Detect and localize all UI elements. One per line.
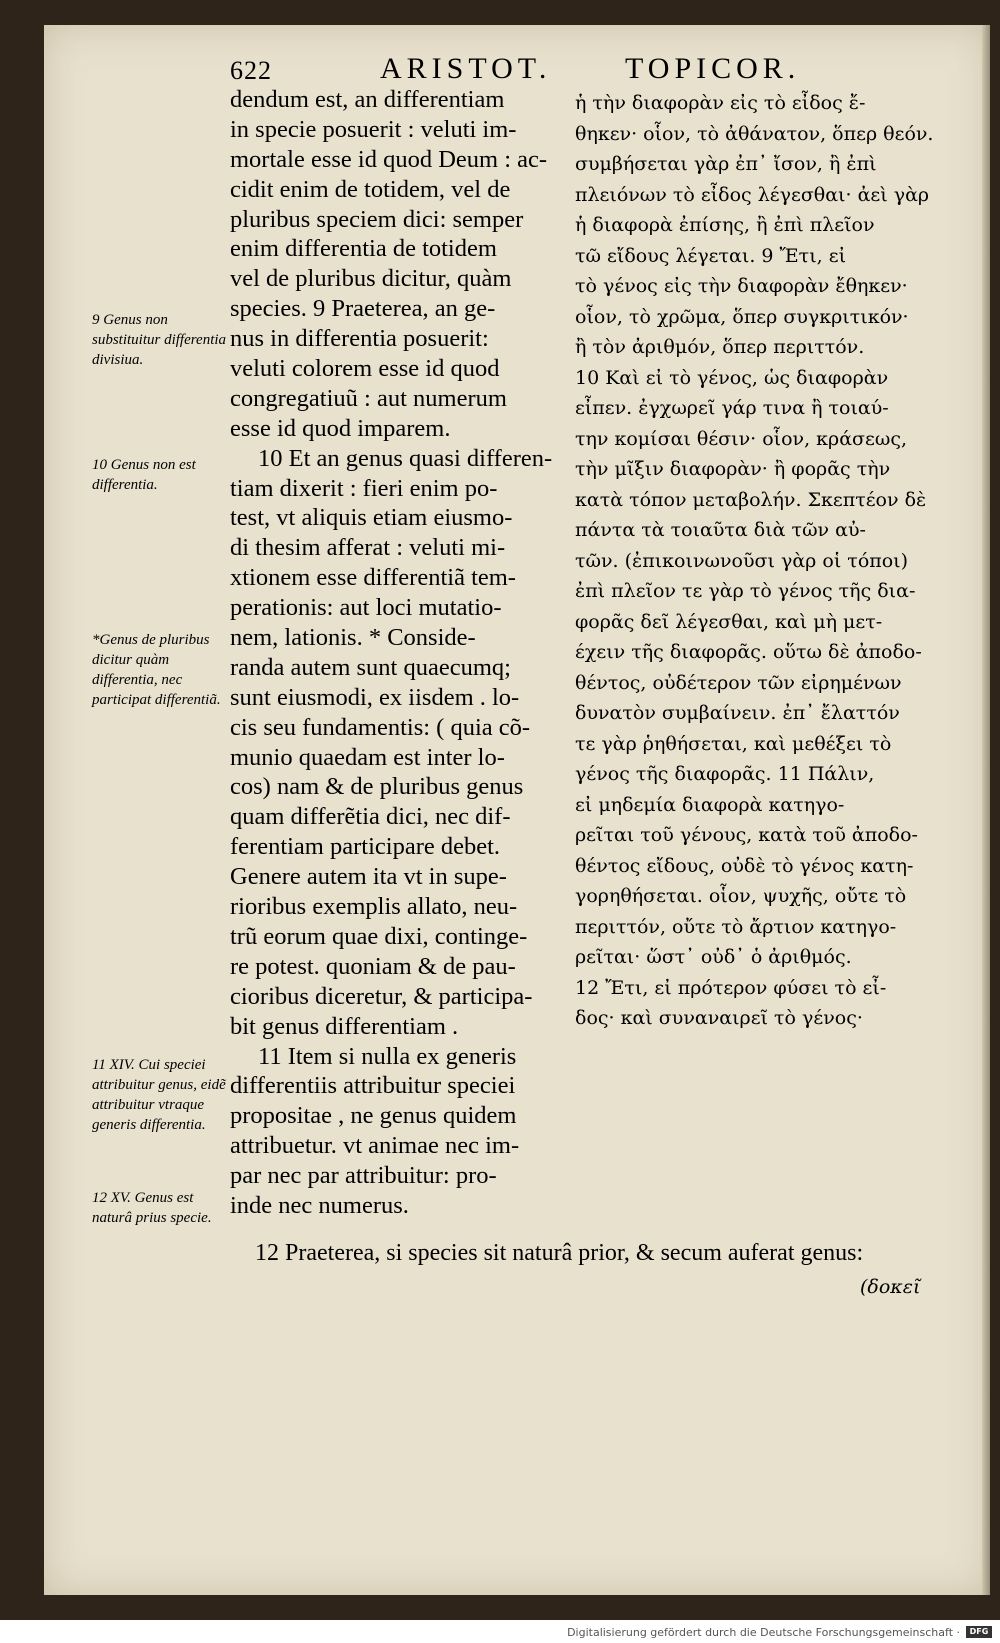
greek-line: ρεῖται· ὥστ᾽ οὐδ᾽ ὁ ἀριθμός.: [575, 946, 852, 968]
latin-line: munio quaedam est inter lo-: [230, 743, 505, 771]
margin-note: 9 Genus non substituitur differentia divisiua.: [92, 312, 227, 368]
margin-note: *Genus de pluribus dicitur quàm differentia, nec participat differentiã.: [92, 632, 221, 708]
latin-line: pluribus speciem dici: semper: [230, 205, 524, 233]
greek-line: ἢ τὸν ἀριθμόν, ὅπερ περιττόν.: [575, 336, 865, 358]
latin-line: randa autem sunt quaecumq;: [230, 653, 511, 681]
greek-line: πάντα τὰ τοιαῦτα διὰ τῶν αὐ-: [575, 519, 866, 541]
greek-column: [575, 88, 953, 1034]
latin-line: cos) nam & de pluribus genus: [230, 773, 524, 801]
latin-line: bit genus differentiam .: [230, 1012, 459, 1040]
latin-line: differentiis attribuitur speciei: [230, 1072, 516, 1100]
margin-note: 11 XIV. Cui speciei attribuitur genus, eidẽ attribuitur vtraque generis differentia.: [92, 1057, 226, 1133]
greek-line: θέντος, οὐδέτερον τῶν εἰρημένων: [575, 671, 902, 694]
greek-line: γένος τῆς διαφορᾶς. 11 Πάλιν,: [575, 763, 875, 785]
margin-note: 12 XV. Genus est naturâ prius specie.: [92, 1190, 212, 1226]
greek-line: συμβήσεται γὰρ ἐπ᾽ ἴσον, ἢ ἐπὶ: [575, 153, 877, 175]
latin-line: par nec par attribuitur: pro-: [230, 1162, 497, 1190]
greek-line: οἷον, τὸ χρῶμα, ὅπερ συγκριτικόν·: [575, 305, 909, 328]
greek-line: ἐπὶ πλεῖον τε γὰρ τὸ γένος τῆς δια-: [575, 580, 916, 602]
greek-line: κατὰ τόπον μεταβολήν. Σκεπτέον δὲ: [575, 488, 927, 511]
latin-line: dendum est, an differentiam: [230, 86, 505, 113]
latin-line: nem, lationis. * Conside-: [230, 624, 476, 652]
latin-line: re potest. quoniam & de pau-: [230, 952, 516, 980]
header-title-left: ARISTOT.: [380, 52, 552, 85]
page-number: 622: [230, 56, 272, 85]
latin-line: 11 Item si nulla ex generis: [258, 1042, 517, 1070]
digitization-footer: [567, 1623, 992, 1641]
latin-line: inde nec numerus.: [230, 1191, 409, 1219]
footer-text: Digitalisierung gefördert durch die Deutsche Forschungsgemeinschaft ·: [567, 1625, 960, 1639]
latin-line: 10 Et an genus quasi differen-: [258, 444, 553, 472]
latin-line: rioribus exemplis allato, neu-: [230, 893, 518, 921]
header-title-right: TOPICOR.: [625, 52, 801, 85]
greek-line: ἡ διαφορὰ ἐπίσης, ἢ ἐπὶ πλεῖον: [575, 214, 875, 236]
latin-line: esse id quod imparem.: [230, 414, 451, 442]
greek-line: τῶ εἴδους λέγεται. 9 Ἔτι, εἰ: [575, 244, 847, 267]
greek-line: γορηθήσεται. οἷον, ψυχῆς, οὔτε τὸ: [575, 885, 907, 907]
latin-line: mortale esse id quod Deum : ac-: [230, 145, 548, 173]
greek-line: 12 Ἔτι, εἰ πρότερον φύσει τὸ εἶ-: [575, 976, 887, 999]
latin-line: congregatiuũ : aut numerum: [230, 384, 507, 412]
latin-line: veluti colorem esse id quod: [230, 355, 500, 383]
dfg-logo-icon: DFG: [966, 1626, 992, 1638]
greek-line: περιττόν, οὔτε τὸ ἄρτιον κατηγο-: [575, 915, 897, 938]
greek-line: 10 Καὶ εἰ τὸ γένος, ὡς διαφορὰν: [575, 366, 889, 389]
latin-line: species. 9 Praeterea, an ge-: [230, 295, 496, 323]
latin-line: perationis: aut loci mutatio-: [230, 594, 502, 622]
latin-line: xtionem esse differentiã tem-: [230, 564, 516, 592]
greek-line: τὴν μῖξιν διαφορὰν· ἢ φορᾶς τὴν: [575, 458, 891, 480]
latin-line: sunt eiusmodi, ex iisdem . lo-: [230, 683, 520, 711]
greek-line: πλειόνων τὸ εἶδος λέγεσθαι· ἀεὶ γὰρ: [575, 183, 930, 206]
latin-line: in specie posuerit : veluti im-: [230, 115, 517, 143]
greek-line: ἡ τὴν διαφορὰν εἰς τὸ εἶδος ἔ-: [575, 92, 866, 114]
greek-line: εἰ μηδεμία διαφορὰ κατηγο-: [575, 793, 845, 816]
latin-line: attribuetur. vt animae nec im-: [230, 1132, 520, 1160]
greek-line: τῶν. (ἐπικοινωνοῦσι γὰρ οἱ τόποι): [575, 549, 909, 572]
latin-line: enim differentia de totidem: [230, 235, 497, 263]
greek-line: φορᾶς δεῖ λέγεσθαι, καὶ μὴ μετ-: [575, 610, 883, 633]
greek-line: ρεῖται τοῦ γένους, κατὰ τοῦ ἀποδο-: [575, 824, 918, 846]
latin-line: Genere autem ita vt in supe-: [230, 863, 507, 891]
latin-column: [230, 85, 598, 1221]
latin-line: propositae , ne genus quidem: [230, 1102, 517, 1130]
latin-line: cioribus diceretur, & participa-: [230, 982, 533, 1010]
greek-line: τὸ γένος εἰς τὴν διαφορὰν ἔθηκεν·: [575, 275, 908, 297]
latin-line: quam differẽtia dici, nec dif-: [230, 803, 511, 831]
latin-line: di thesim afferat : veluti mi-: [230, 534, 506, 562]
greek-line: δος· καὶ συναναιρεῖ τὸ γένος·: [575, 1007, 863, 1029]
margin-note: 10 Genus non est differentia.: [92, 457, 196, 493]
latin-line: cis seu fundamentis: ( quia cõ-: [230, 713, 531, 741]
latin-line: nus in differentia posuerit:: [230, 325, 489, 353]
greek-line: εἶπεν. ἐγχωρεῖ γάρ τινα ἢ τοιαύ-: [575, 397, 889, 419]
full-width-line: 12 Praeterea, si species sit naturâ prior, & secum auferat genus:: [255, 1240, 864, 1266]
greek-line: τε γὰρ ῥηθήσεται, καὶ μεθέξει τὸ: [575, 732, 892, 755]
greek-line: την κομίσαι θέσιν· οἷον, κράσεως,: [575, 427, 908, 450]
catchword: (δοκεῖ: [860, 1276, 921, 1298]
greek-line: έχειν τῆς διαφορᾶς. οὕτω δὲ ἀποδο-: [575, 641, 922, 663]
latin-line: ferentiam participare debet.: [230, 833, 501, 861]
latin-line: vel de pluribus dicitur, quàm: [230, 265, 512, 293]
greek-line: θέντος εἴδους, οὐδὲ τὸ γένος κατη-: [575, 854, 914, 877]
greek-line: θηκεν· οἷον, τὸ ἀθάνατον, ὅπερ θεόν.: [575, 122, 934, 145]
page-edge: [982, 25, 990, 1595]
latin-line: tiam dixerit : fieri enim po-: [230, 474, 498, 502]
greek-line: δυνατὸν συμβαίνειν. ἐπ᾽ ἔλαττόν: [575, 702, 900, 724]
latin-line: trũ eorum quae dixi, continge-: [230, 922, 528, 950]
latin-line: test, vt aliquis etiam eiusmo-: [230, 504, 513, 532]
latin-line: cidit enim de totidem, vel de: [230, 175, 511, 203]
